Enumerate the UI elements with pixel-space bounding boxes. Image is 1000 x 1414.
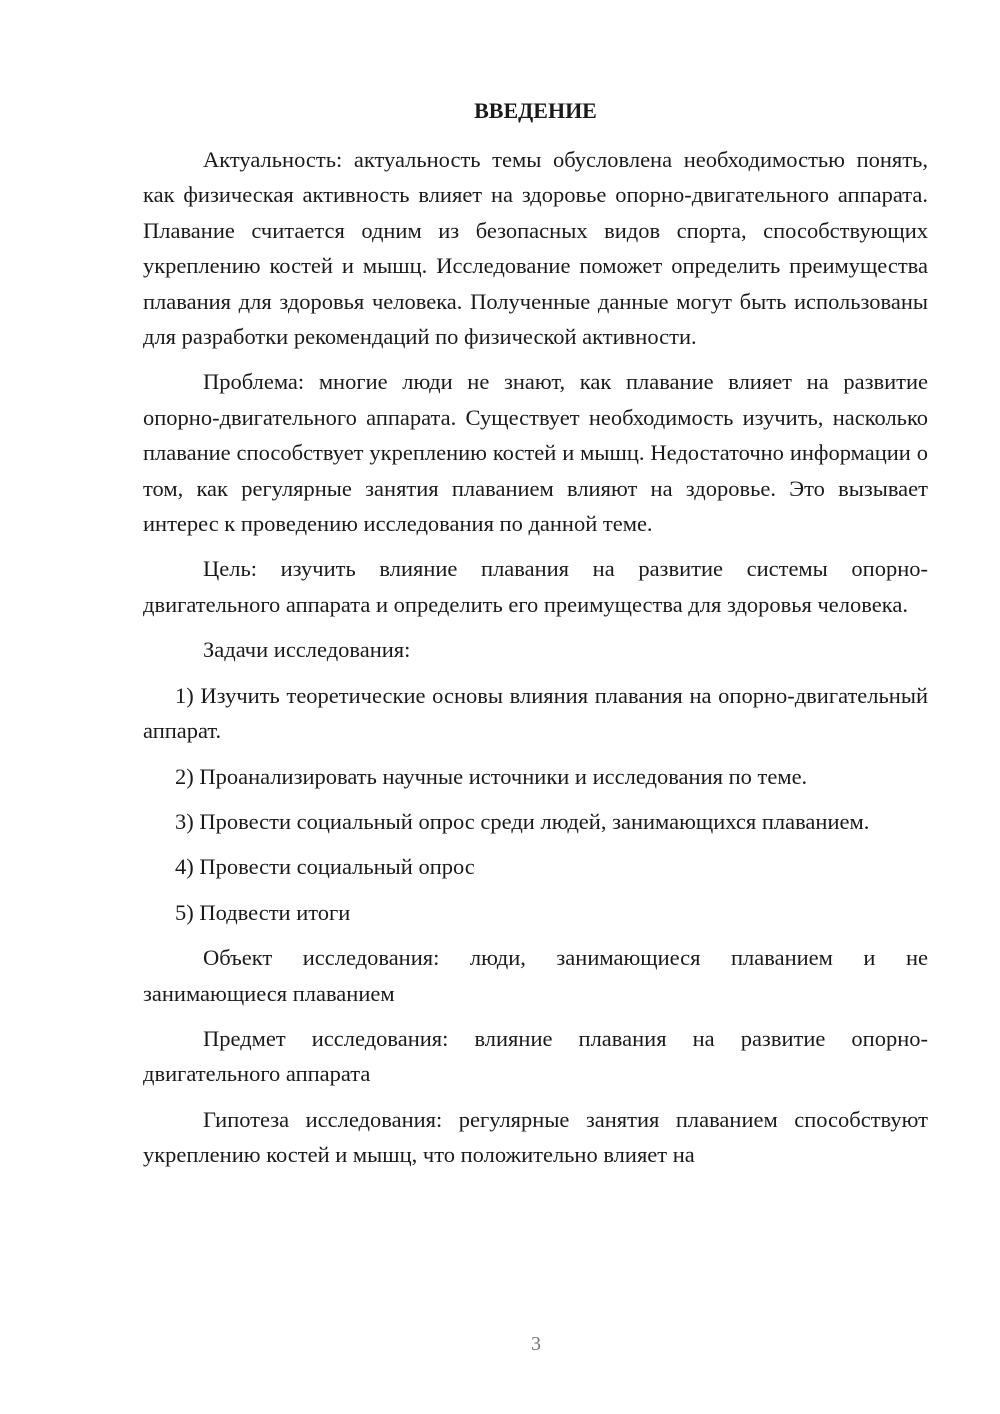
research-object-paragraph: Объект исследования: люди, занимающиеся плаванием и не занимающиеся плаванием: [143, 945, 928, 1006]
task-item-1: 1) Изучить теоретические основы влияния плавания на опорно-двигательный аппарат.: [143, 682, 928, 744]
goal-paragraph: Цель: изучить влияние плавания на развитие системы опорно-двигательного аппарата и определить его преимущества для здоровья человека.: [143, 556, 928, 617]
tasks-heading: Задачи исследования:: [203, 637, 411, 663]
document-body: [143, 142, 928, 1183]
research-subject-paragraph: Предмет исследования: влияние плавания на развитие опорно-двигательного аппарата: [143, 1025, 928, 1087]
task-item-3: 3) Провести социальный опрос среди людей, занимающихся плаванием.: [175, 808, 870, 834]
hypothesis-paragraph: Гипотеза исследования: регулярные занятия плаванием способствуют укреплению костей и мышц, что положительно влияет на: [143, 1106, 928, 1168]
page-number: 3: [531, 1333, 541, 1355]
relevance-paragraph: Актуальность: актуальность темы обусловлена необходимостью понять, как физическая активность влияет на здоровье опорно-двигательного аппарата. Плавание считается одним из безопасных видов спорта, способствующих укреплению костей и мышц. Исследование поможет определить преимущества плавания для здоровья человека. Полученные данные могут быть использованы для разработки рекомендаций по физической активности.: [143, 147, 928, 350]
problem-paragraph: Проблема: многие люди не знают, как плавание влияет на развитие опорно-двигательного аппарата. Существует необходимость изучить, насколько плавание способствует укреплению костей и мышц. Недостаточно информации о том, как регулярные занятия плаванием влияют на здоровье. Это вызывает интерес к проведению исследования по данной теме.: [143, 369, 928, 537]
task-item-4: 4) Провести социальный опрос: [175, 854, 475, 880]
section-title: ВВЕДЕНИЕ: [474, 98, 597, 123]
task-item-2: 2) Проанализировать научные источники и исследования по теме.: [175, 763, 808, 789]
task-item-5: 5) Подвести итоги: [175, 899, 351, 925]
